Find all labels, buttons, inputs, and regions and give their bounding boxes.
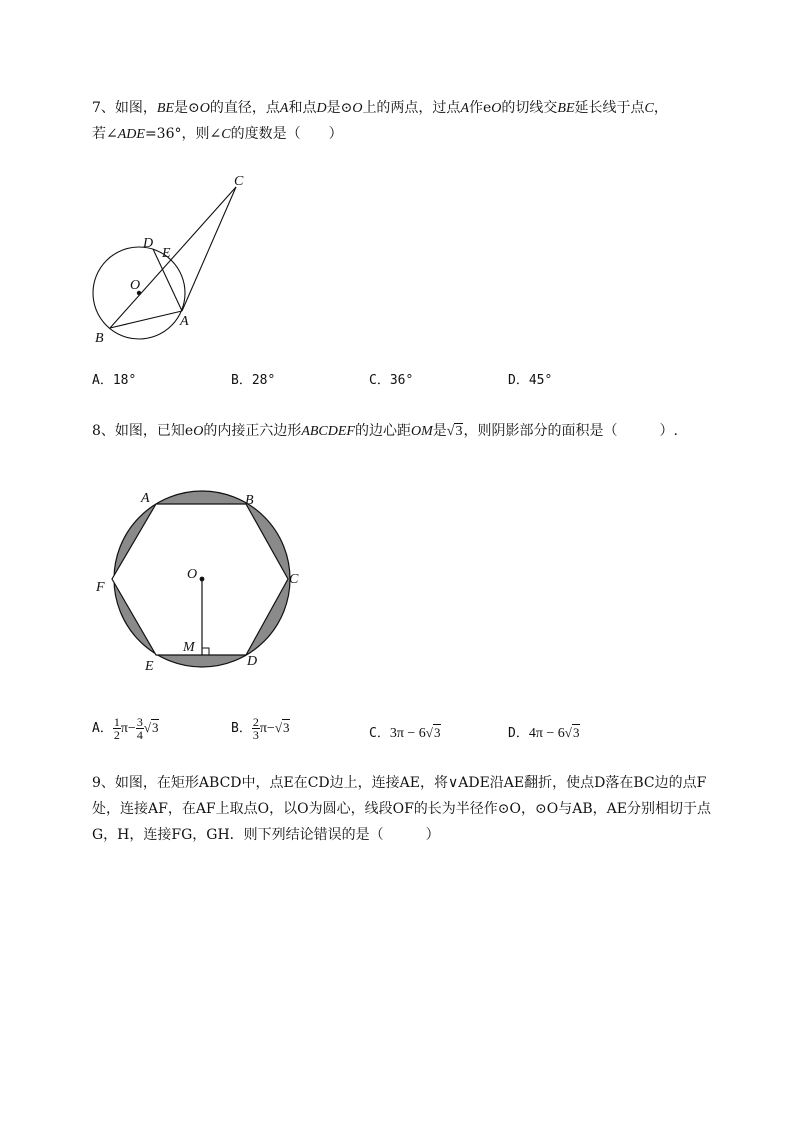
q7-option-d[interactable]: D．45° — [508, 373, 553, 388]
q9-text-line1: 9、如图，在矩形ABCD中，点E在CD边上，连接AE，将∨ADE沿AE翻折，使点D落在BC边的点F — [92, 775, 707, 791]
q8-option-a[interactable]: A． $\frac{1}{2}$ π− $\frac{3}{4}$ √3 — [92, 715, 159, 742]
q8-option-c[interactable]: C．3π − 6√3 — [369, 725, 441, 741]
q9-text-line3: G，H，连接FG，GH．则下列结论错误的是（ ） — [92, 827, 440, 843]
q7-label-b: B — [95, 331, 104, 346]
q7-label-o: O — [130, 278, 141, 293]
q7-label-a: A — [180, 314, 189, 329]
q8-option-d[interactable]: D．4π − 6√3 — [508, 725, 580, 741]
q8-option-b[interactable]: B． $\frac{2}{3}$ π−√3 — [231, 715, 290, 742]
q8-label-a: A — [141, 491, 150, 506]
q7-option-b[interactable]: B．28° — [231, 373, 276, 388]
q7-text-line2: 若∠ADE=36°，则∠C的度数是（ ） — [92, 126, 343, 142]
q7-figure — [80, 165, 280, 350]
q7-option-c[interactable]: C．36° — [369, 373, 414, 388]
q8-text-line: 8、如图，已知eO的内接正六边形ABCDEF的边心距OM是√3，则阴影部分的面积是（ ）. — [92, 423, 678, 439]
q8-label-e: E — [145, 659, 154, 674]
q8-figure — [90, 485, 310, 680]
q8-sqrt3: √3 — [446, 424, 463, 439]
q8-label-o: O — [187, 567, 198, 582]
q7-label-c: C — [234, 174, 244, 189]
q7-line-bc — [110, 187, 236, 328]
q8-label-b: B — [245, 493, 254, 508]
q8-center-dot — [200, 577, 205, 582]
q8-label-m: M — [183, 640, 195, 655]
q7-text-line1: 7、如图，BE是⊙O的直径，点A和点D是⊙O上的两点，过点A作eO的切线交BE延长线于点C， — [92, 100, 668, 116]
q7-label-e: E — [162, 246, 171, 261]
q8-label-f: F — [96, 580, 105, 595]
q7-option-a[interactable]: A．18° — [92, 373, 137, 388]
q7-line-ac — [182, 187, 236, 311]
q8-label-d: D — [247, 654, 258, 669]
q9-text-line2: 处，连接AF，在AF上取点O，以O为圆心，线段OF的长为半径作⊙O，⊙O与AB，AE分别相切于点 — [92, 801, 711, 817]
q7-label-d: D — [143, 236, 154, 251]
q8-label-c: C — [289, 572, 299, 587]
